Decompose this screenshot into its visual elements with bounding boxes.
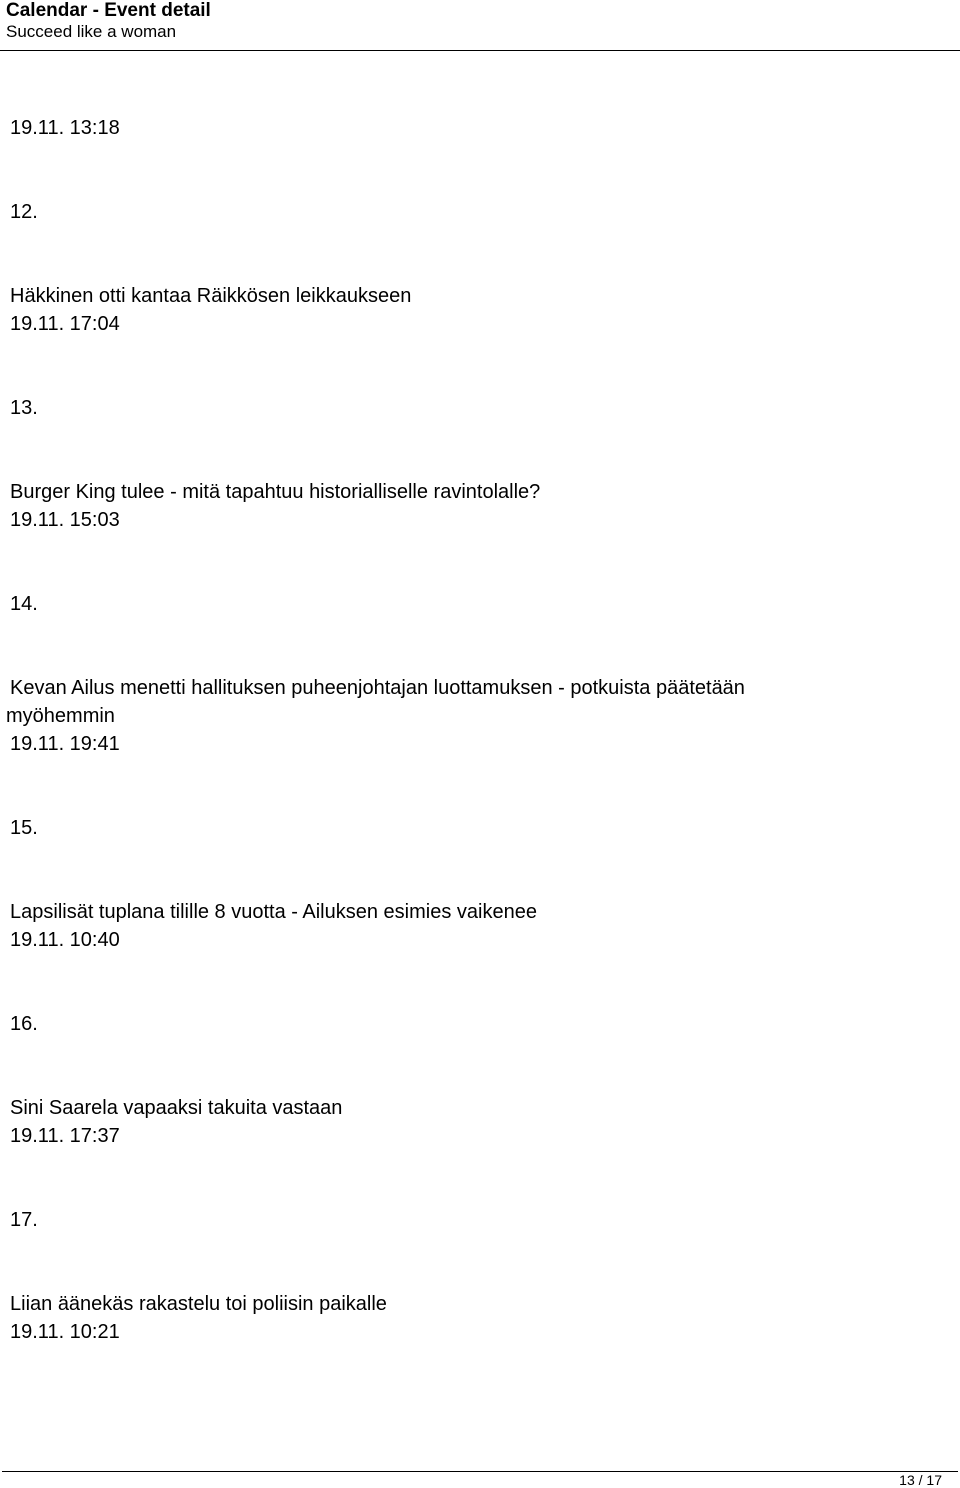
item-title-link[interactable]: Lapsilisät tuplana tilille 8 vuotta - Ailuksen esimies vaikenee xyxy=(10,901,537,923)
item-number: 17. xyxy=(10,1209,38,1231)
item-timestamp: 19.11. 10:40 xyxy=(10,929,120,951)
item-number: 15. xyxy=(10,817,38,839)
item-number: 13. xyxy=(10,397,38,419)
item-timestamp: 19.11. 19:41 xyxy=(10,733,120,755)
page-header xyxy=(0,0,960,51)
page-number: 13 / 17 xyxy=(899,1472,942,1488)
item-timestamp: 19.11. 10:21 xyxy=(10,1321,120,1343)
footer-divider xyxy=(2,1471,958,1472)
item-timestamp: 19.11. 17:37 xyxy=(10,1125,120,1147)
item-number: 12. xyxy=(10,201,38,223)
document-title: Calendar - Event detail xyxy=(6,0,211,21)
item-number: 16. xyxy=(10,1013,38,1035)
item-title-link[interactable]: Sini Saarela vapaaksi takuita vastaan xyxy=(10,1097,343,1119)
item-title-link[interactable]: Häkkinen otti kantaa Räikkösen leikkaukseen xyxy=(10,285,412,307)
item-number: 14. xyxy=(10,593,38,615)
item-timestamp: 19.11. 13:18 xyxy=(10,117,120,139)
item-timestamp: 19.11. 15:03 xyxy=(10,509,120,531)
item-timestamp: 19.11. 17:04 xyxy=(10,313,120,335)
item-title-link[interactable]: Kevan Ailus menetti hallituksen puheenjohtajan luottamuksen - potkuista päätetään xyxy=(10,677,745,699)
item-title-link[interactable]: Liian äänekäs rakastelu toi poliisin paikalle xyxy=(10,1293,387,1315)
document-subtitle: Succeed like a woman xyxy=(6,22,177,41)
item-title-link[interactable]: Burger King tulee - mitä tapahtuu historialliselle ravintolalle? xyxy=(10,481,541,503)
item-title-link-continued[interactable]: myöhemmin xyxy=(6,705,115,727)
